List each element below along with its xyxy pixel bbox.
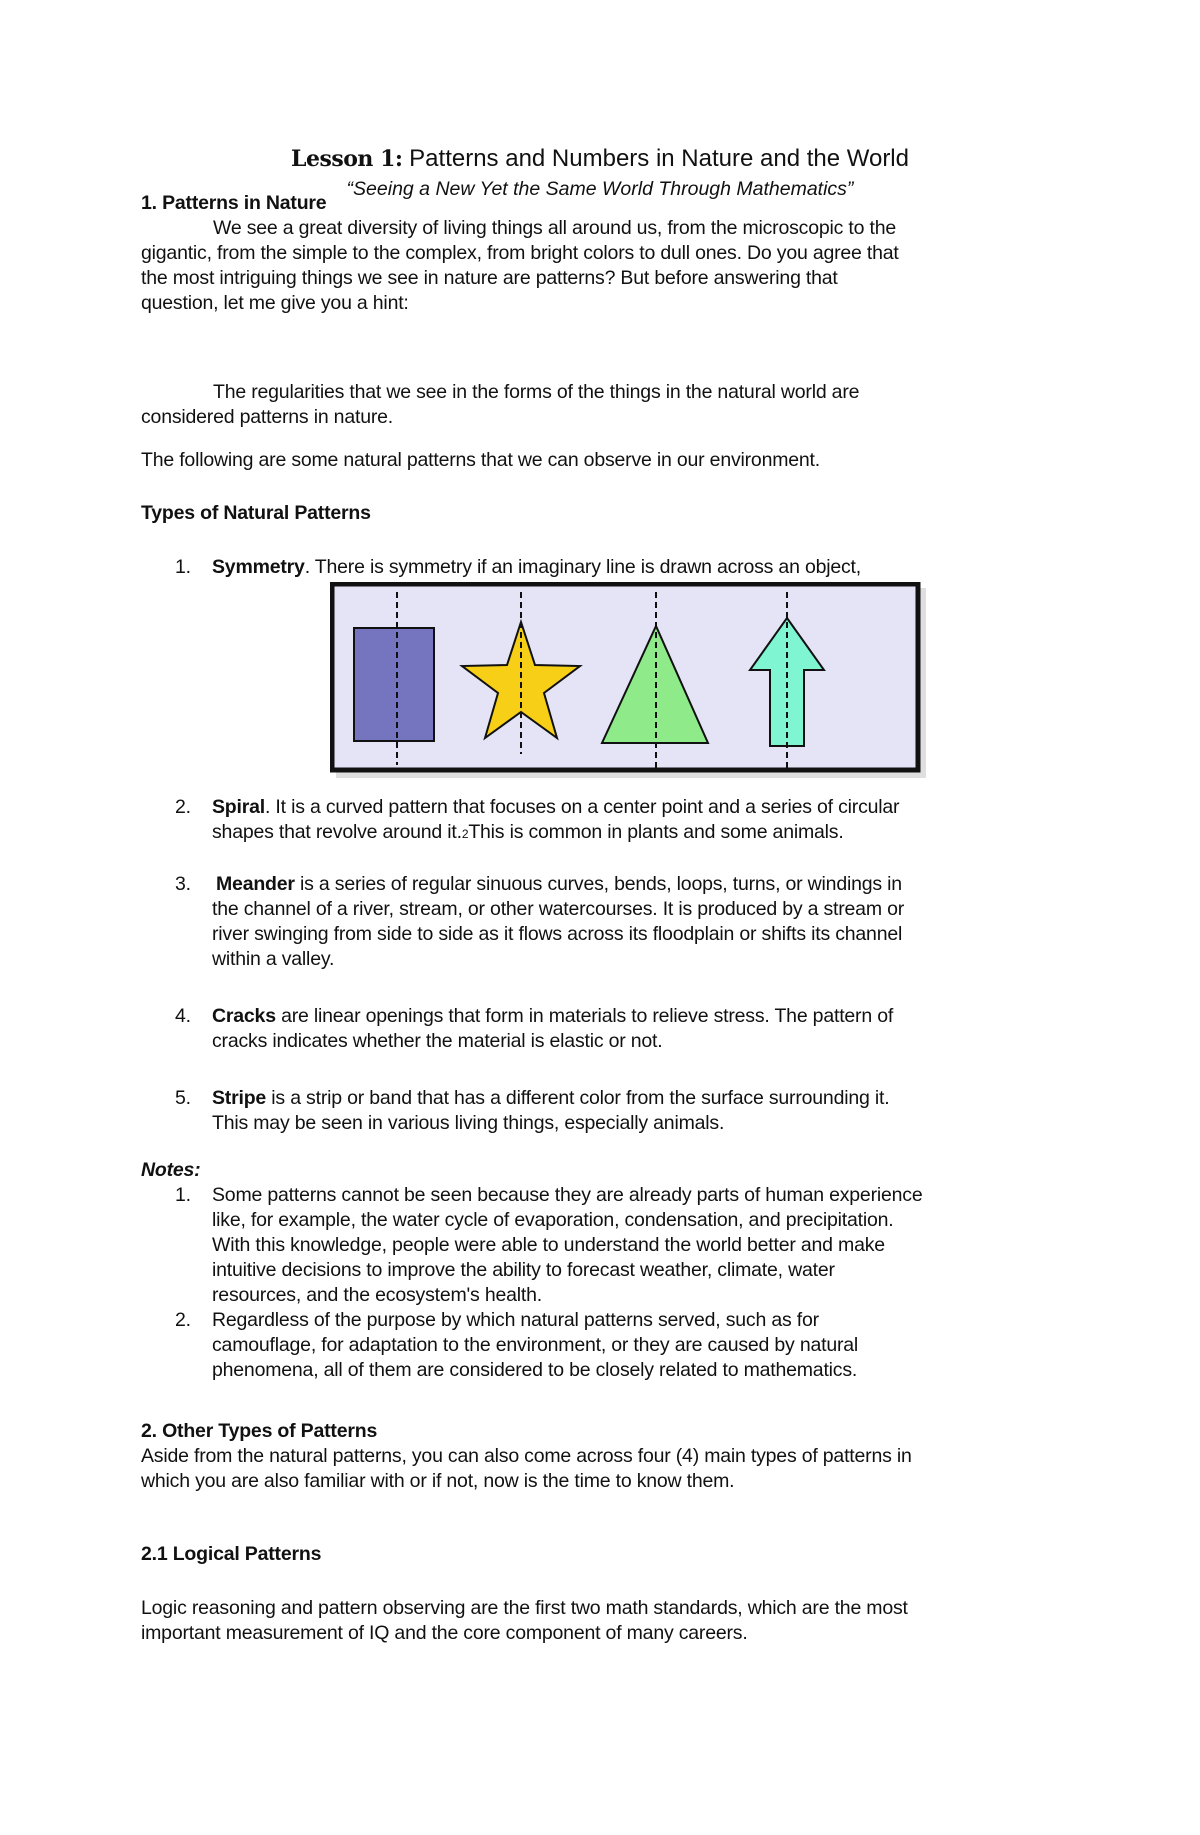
types-heading: Types of Natural Patterns <box>141 502 371 524</box>
term-stripe: Stripe <box>212 1087 267 1109</box>
term-spiral: Spiral <box>212 796 265 818</box>
paragraph-line: gigantic, from the simple to the complex, from bright colors to dull ones. Do you agree that <box>141 242 899 264</box>
symmetry-figure <box>330 582 926 778</box>
paragraph-line: important measurement of IQ and the core component of many careers. <box>141 1622 748 1644</box>
lesson-title: Patterns and Numbers in Nature and the World <box>402 145 909 172</box>
item-text: . It is a curved pattern that focuses on a center point and a series of circular <box>265 796 900 818</box>
list-item-symmetry <box>212 554 861 580</box>
list-number: 1. <box>175 556 191 578</box>
term-symmetry: Symmetry <box>212 556 305 578</box>
list-item-meander <box>216 871 902 897</box>
list-number: 4. <box>175 1005 191 1027</box>
paragraph-line: question, let me give you a hint: <box>141 292 409 314</box>
section-heading-patterns-in-nature: 1. Patterns in Nature <box>141 192 327 214</box>
item-text-line <box>212 819 844 847</box>
list-item-spiral <box>212 794 899 820</box>
item-text-line: cracks indicates whether the material is elastic or not. <box>212 1030 663 1052</box>
note-line: intuitive decisions to improve the ability to forecast weather, climate, water <box>212 1259 835 1281</box>
note-line: like, for example, the water cycle of evaporation, condensation, and precipitation. <box>212 1209 894 1231</box>
item-text-line: This may be seen in various living things, especially animals. <box>212 1112 725 1134</box>
lesson-label: Lesson 1: <box>291 146 403 172</box>
hint-line: considered patterns in nature. <box>141 406 393 428</box>
item-text: This is common in plants and some animals. <box>468 821 844 843</box>
paragraph-line: Logic reasoning and pattern observing are the first two math standards, which are the most <box>141 1597 908 1619</box>
item-text: is a series of regular sinuous curves, bends, loops, turns, or windings in <box>294 873 902 895</box>
item-text: is a strip or band that has a different color from the surface surrounding it. <box>266 1087 890 1109</box>
paragraph-line: which you are also familiar with or if not, now is the time to know them. <box>141 1470 735 1492</box>
item-text: . There is symmetry if an imaginary line is drawn across an object, <box>304 556 861 578</box>
item-text-line: river swinging from side to side as it flows across its floodplain or shifts its channel <box>212 923 903 945</box>
list-number: 2. <box>175 1309 191 1331</box>
note-line: With this knowledge, people were able to understand the world better and make <box>212 1234 885 1256</box>
hint-line: The regularities that we see in the forms of the things in the natural world are <box>213 381 860 403</box>
list-number: 2. <box>175 796 191 818</box>
list-number: 5. <box>175 1087 191 1109</box>
item-text-line: within a valley. <box>212 948 335 970</box>
paragraph-line: Aside from the natural patterns, you can also come across four (4) main types of patterns in <box>141 1445 912 1467</box>
section-heading-other-types: 2. Other Types of Patterns <box>141 1420 378 1442</box>
paragraph-line: the most intriguing things we see in nature are patterns? But before answering that <box>141 267 838 289</box>
list-number: 1. <box>175 1184 191 1206</box>
list-item-cracks <box>212 1003 893 1029</box>
item-text-line: the channel of a river, stream, or other watercourses. It is produced by a stream or <box>212 898 905 920</box>
footnote-marker: 2 <box>461 827 469 841</box>
note-line: Some patterns cannot be seen because they are already parts of human experience <box>212 1184 923 1206</box>
term-meander: Meander <box>216 873 295 895</box>
list-number: 3. <box>175 873 191 895</box>
page-subtitle: “Seeing a New Yet the Same World Through Mathematics” <box>346 178 854 200</box>
notes-heading: Notes: <box>141 1159 201 1181</box>
note-line: camouflage, for adaptation to the environment, or they are caused by natural <box>212 1334 859 1356</box>
item-text: are linear openings that form in materials to relieve stress. The pattern of <box>275 1005 894 1027</box>
page-title <box>0 144 1200 174</box>
list-item-stripe <box>212 1085 889 1111</box>
paragraph-line: We see a great diversity of living things all around us, from the microscopic to the <box>213 217 897 239</box>
following-text: The following are some natural patterns that we can observe in our environment. <box>141 449 820 471</box>
note-line: resources, and the ecosystem's health. <box>212 1284 542 1306</box>
note-line: Regardless of the purpose by which natural patterns served, such as for <box>212 1309 819 1331</box>
item-text: shapes that revolve around it. <box>212 821 462 843</box>
section-heading-logical-patterns: 2.1 Logical Patterns <box>141 1543 322 1565</box>
term-cracks: Cracks <box>212 1005 276 1027</box>
note-line: phenomena, all of them are considered to be closely related to mathematics. <box>212 1359 858 1381</box>
